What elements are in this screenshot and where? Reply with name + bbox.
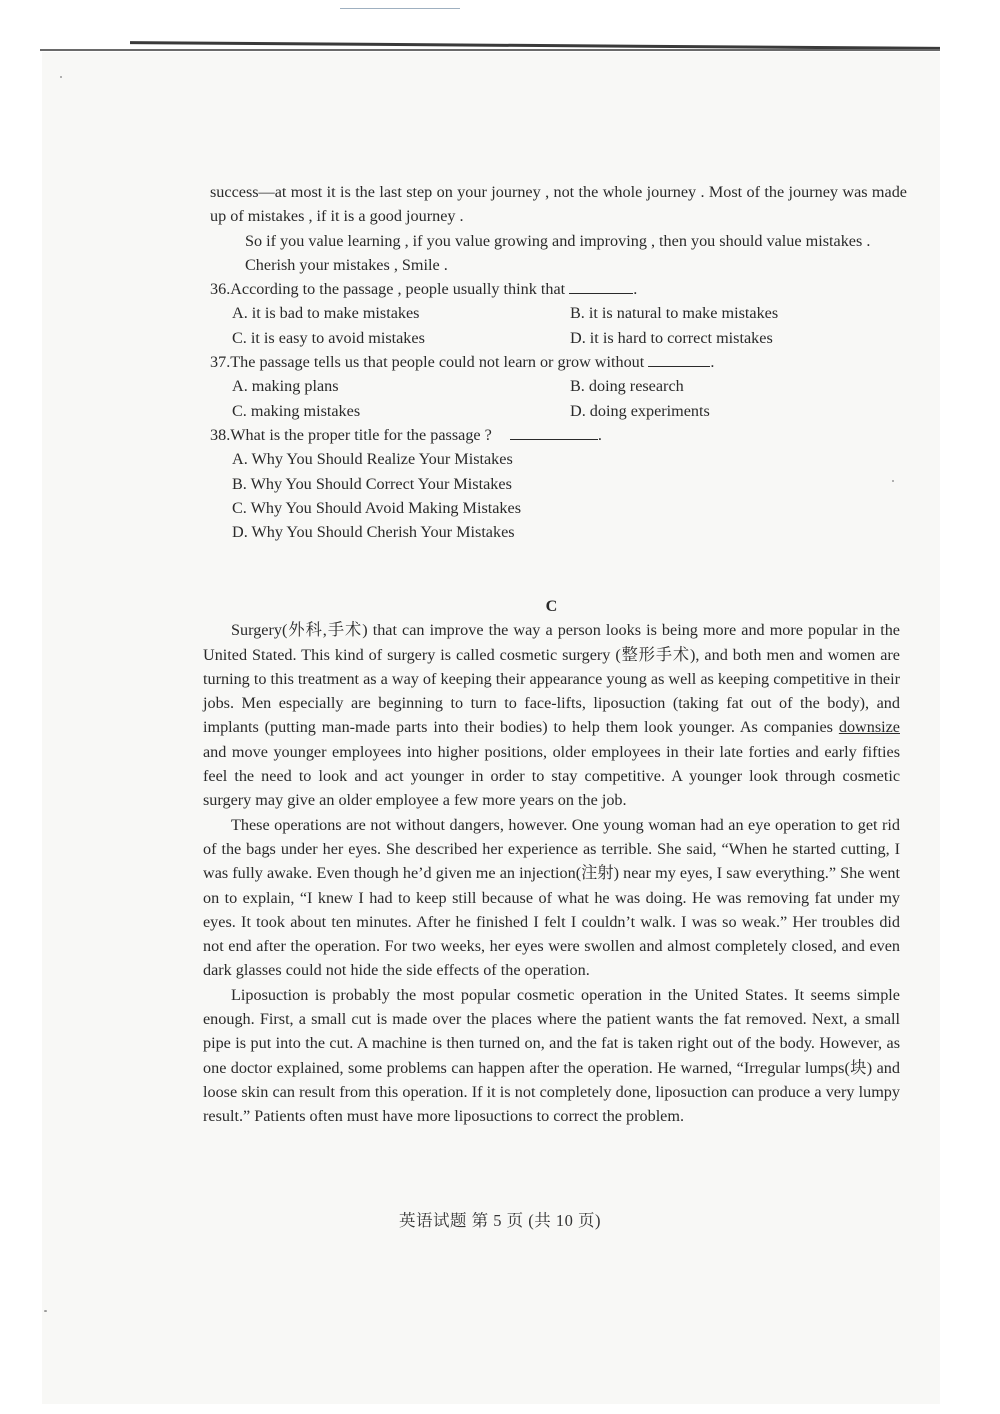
passage-paragraph: success—at most it is the last step on your journey , not the whole journey . Most of the journey was made up of mistakes , if it is a good journey . xyxy=(210,183,907,226)
passage-paragraph: Surgery(外科,手术) that can improve the way a person looks is being more and more popular in the United Stated. This kind of surgery is called cosmetic surgery (整形手术), and both men and women are turning to this treatment as a way of keeping their appearance young as well as keeping competitive in their jobs. Men especially are beginning to turn to face-lifts, liposuction (taking fat out of the body), and implants (putting man-made parts into their bodies) to help them look younger. As companies downsize and move younger employees into higher positions, older employees in their late forties and early fifties feel the need to look and act younger in order to stay competitive. A younger look through cosmetic surgery may give an older employee a few more years on the job. xyxy=(203,621,900,810)
scan-edge-marks xyxy=(40,44,940,56)
scan-speck xyxy=(44,1310,47,1312)
question-38: 38.What is the proper title for the passage ? . A. Why You Should Realize Your Mistakes B. Why You Should Correct Your Mistakes C. Why You Should Avoid Making Mistakes D. Why You Should Cherish Your Mistakes xyxy=(210,423,907,544)
option-c[interactable]: C. making mistakes xyxy=(232,401,361,420)
option-b[interactable]: B. doing research xyxy=(570,377,684,396)
question-36: 36.According to the passage , people usually think that . A. it is bad to make mistakes B. it is natural to make mistakes C. it is easy to avoid mistakes D. it is hard to correct mistakes xyxy=(210,277,907,350)
answer-blank[interactable] xyxy=(510,423,598,440)
option-d[interactable]: D. Why You Should Cherish Your Mistakes xyxy=(232,523,515,542)
passage-paragraph: So if you value learning , if you value growing and improving , then you should value mistakes . xyxy=(245,231,871,250)
option-a[interactable]: A. it is bad to make mistakes xyxy=(232,304,420,323)
passage-b-region xyxy=(210,180,907,544)
option-d[interactable]: D. doing experiments xyxy=(570,401,710,420)
passage-c-region xyxy=(203,594,900,1129)
answer-blank[interactable] xyxy=(569,277,633,294)
option-b[interactable]: B. it is natural to make mistakes xyxy=(570,304,779,323)
passage-paragraph: Cherish your mistakes , Smile . xyxy=(245,255,448,274)
question-stem: 38.What is the proper title for the passage ? xyxy=(210,425,492,444)
option-c[interactable]: C. it is easy to avoid mistakes xyxy=(232,328,425,347)
section-title: C xyxy=(545,597,558,615)
passage-paragraph: These operations are not without dangers, however. One young woman had an eye operation to get rid of the bags under her eyes. She described her experience as terrible. She said, “When he started cutting, I was fully awake. Even though he’d given me an injection(注射) near my eyes, I saw everything.” She went on to explain, “I knew I had to keep still because of what he was doing. He was removing fat under my eyes. It took about ten minutes. After he finished I felt I couldn’t walk. I was so weak.” Her troubles did not end after the operation. For two weeks, her eyes were swollen and almost completely closed, and even dark glasses could not hide the side effects of the operation. xyxy=(203,815,900,980)
option-a[interactable]: A. making plans xyxy=(232,377,339,396)
question-37: 37.The passage tells us that people could not learn or grow without . A. making plans B. doing research C. making mistakes D. doing experiments xyxy=(210,350,907,423)
scan-speck xyxy=(60,76,62,78)
answer-blank[interactable] xyxy=(648,350,710,367)
passage-paragraph: Liposuction is probably the most popular cosmetic operation in the United States. It seems simple enough. First, a small cut is made over the places where the patient wants the fat removed. Next, a small pipe is put into the cut. A machine is then turned on, and the fat is taken right out of the body. However, as one doctor explained, some problems can happen after the operation. He warned, “Irregular lumps(块) and loose skin can result from this operation. If it is not completely done, liposuction can produce a very lumpy result.” Patients often must have more liposuctions to correct the problem. xyxy=(203,985,900,1126)
scan-speck xyxy=(892,480,894,482)
option-d[interactable]: D. it is hard to correct mistakes xyxy=(570,328,773,347)
option-c[interactable]: C. Why You Should Avoid Making Mistakes xyxy=(232,498,522,517)
page-footer: 英语试题 第 5 页 (共 10 页) xyxy=(399,1211,601,1230)
option-a[interactable]: A. Why You Should Realize Your Mistakes xyxy=(232,450,513,469)
underlined-word: downsize xyxy=(838,718,900,737)
question-stem: 37.The passage tells us that people could not learn or grow without xyxy=(210,353,645,372)
question-stem: 36.According to the passage , people usually think that xyxy=(210,280,566,299)
option-b[interactable]: B. Why You Should Correct Your Mistakes xyxy=(232,474,512,493)
